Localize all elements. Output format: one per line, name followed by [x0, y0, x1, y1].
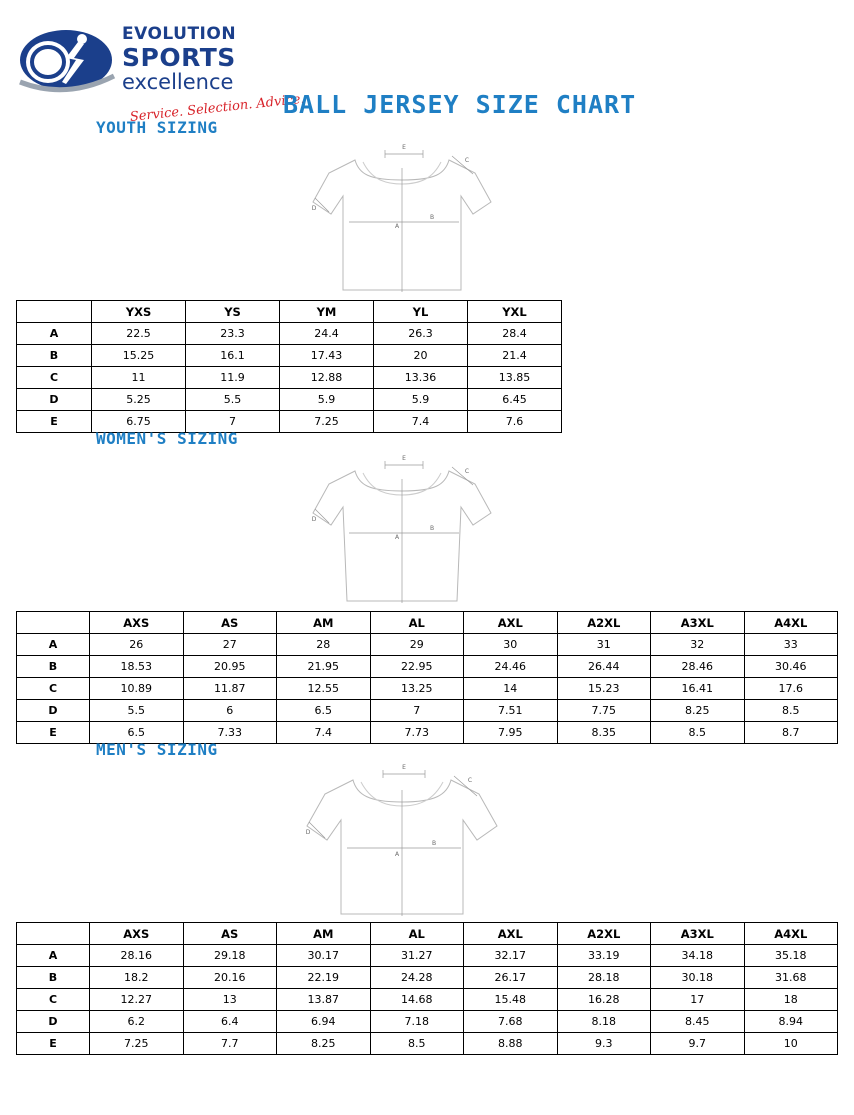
diagram-label-d: D [311, 516, 317, 523]
table-header-row [17, 923, 838, 945]
table-cell: 13 [183, 989, 277, 1011]
table-cell: 29 [370, 634, 464, 656]
brand-line-3: excellence [122, 70, 234, 94]
table-cell: 7.18 [370, 1011, 464, 1033]
table-cell: 11.87 [183, 678, 277, 700]
table-cell: 5.9 [280, 389, 374, 411]
table-cell: 31 [557, 634, 651, 656]
brand-tagline: Service. Selection. Advice. [129, 91, 306, 125]
table-row [17, 345, 562, 367]
table-cell: 15.23 [557, 678, 651, 700]
table-cell: 13.36 [374, 367, 468, 389]
table-cell: 8.5 [651, 722, 745, 744]
diagram-label-c: C [464, 157, 470, 164]
section-title-youth: YOUTH SIZING [96, 118, 218, 137]
brand-line-2: SPORTS [122, 43, 236, 72]
table-cell: 7.25 [90, 1033, 184, 1055]
table-cell: 20.95 [183, 656, 277, 678]
table-cell: 28 [277, 634, 371, 656]
section-womens [0, 429, 854, 744]
row-label: B [17, 967, 90, 989]
table-header-cell [17, 923, 90, 945]
table-cell: 5.9 [374, 389, 468, 411]
row-label: B [17, 345, 92, 367]
table-cell: 14.68 [370, 989, 464, 1011]
table-cell: 7.51 [464, 700, 558, 722]
table-cell: 7 [186, 411, 280, 433]
table-cell: 33 [744, 634, 838, 656]
row-label: D [17, 700, 90, 722]
diagram-label-c: C [467, 777, 473, 784]
table-cell: 18 [744, 989, 838, 1011]
table-cell: 21.4 [468, 345, 562, 367]
table-cell: 5.5 [186, 389, 280, 411]
brand-line-1: EVOLUTION [122, 24, 237, 44]
table-row [17, 656, 838, 678]
table-header-cell: A3XL [651, 612, 745, 634]
table-cell: 6.5 [277, 700, 371, 722]
row-label: A [17, 323, 92, 345]
table-row [17, 634, 838, 656]
table-cell: 8.35 [557, 722, 651, 744]
table-cell: 8.18 [557, 1011, 651, 1033]
table-cell: 6.45 [468, 389, 562, 411]
table-cell: 21.95 [277, 656, 371, 678]
tshirt-measurement-diagram-icon [277, 140, 577, 300]
table-cell: 30 [464, 634, 558, 656]
table-cell: 7.75 [557, 700, 651, 722]
diagram-label-e: E [402, 144, 406, 151]
table-header-cell: A3XL [651, 923, 745, 945]
table-cell: 31.27 [370, 945, 464, 967]
diagram-label-a: A [394, 534, 400, 541]
table-cell: 7.68 [464, 1011, 558, 1033]
table-cell: 8.94 [744, 1011, 838, 1033]
table-cell: 7.25 [280, 411, 374, 433]
table-cell: 5.25 [92, 389, 186, 411]
table-header-cell: AXL [464, 923, 558, 945]
table-cell: 26.3 [374, 323, 468, 345]
table-cell: 17.6 [744, 678, 838, 700]
table-header-cell: A2XL [557, 612, 651, 634]
row-label: E [17, 1033, 90, 1055]
table-cell: 26.17 [464, 967, 558, 989]
table-cell: 10 [744, 1033, 838, 1055]
table-cell: 6.5 [90, 722, 184, 744]
table-header-cell: AL [370, 923, 464, 945]
table-cell: 8.5 [370, 1033, 464, 1055]
page-title: BALL JERSEY SIZE CHART [283, 90, 637, 119]
table-cell: 30.17 [277, 945, 371, 967]
table-cell: 8.45 [651, 1011, 745, 1033]
table-cell: 13.25 [370, 678, 464, 700]
table-cell: 15.48 [464, 989, 558, 1011]
table-cell: 9.3 [557, 1033, 651, 1055]
table-cell: 31.68 [744, 967, 838, 989]
table-row [17, 678, 838, 700]
table-cell: 24.46 [464, 656, 558, 678]
table-cell: 10.89 [90, 678, 184, 700]
table-cell: 30.46 [744, 656, 838, 678]
row-label: A [17, 634, 90, 656]
table-cell: 9.7 [651, 1033, 745, 1055]
table-cell: 8.25 [651, 700, 745, 722]
table-cell: 33.19 [557, 945, 651, 967]
table-header-cell: YS [186, 301, 280, 323]
table-cell: 7.73 [370, 722, 464, 744]
table-cell: 12.55 [277, 678, 371, 700]
table-cell: 7.6 [468, 411, 562, 433]
table-header-cell: YXL [468, 301, 562, 323]
table-cell: 12.88 [280, 367, 374, 389]
diagram-label-d: D [305, 829, 311, 836]
diagram-label-d: D [311, 205, 317, 212]
table-header-cell: AXS [90, 923, 184, 945]
diagram-label-e: E [402, 764, 406, 771]
table-row [17, 700, 838, 722]
table-cell: 7.4 [277, 722, 371, 744]
table-header-cell: YM [280, 301, 374, 323]
table-header-cell: AL [370, 612, 464, 634]
table-header-cell: A4XL [744, 923, 838, 945]
row-label: C [17, 678, 90, 700]
table-cell: 22.95 [370, 656, 464, 678]
table-cell: 16.41 [651, 678, 745, 700]
row-label: B [17, 656, 90, 678]
diagram-label-a: A [394, 223, 400, 230]
row-label: E [17, 411, 92, 433]
table-cell: 7.95 [464, 722, 558, 744]
table-row [17, 389, 562, 411]
table-header-cell: YXS [92, 301, 186, 323]
row-label: E [17, 722, 90, 744]
table-cell: 6 [183, 700, 277, 722]
table-cell: 32 [651, 634, 745, 656]
table-cell: 7 [370, 700, 464, 722]
table-cell: 6.75 [92, 411, 186, 433]
table-header-row [17, 301, 562, 323]
diagram-label-c: C [464, 468, 470, 475]
table-cell: 26.44 [557, 656, 651, 678]
table-header-cell: AM [277, 923, 371, 945]
tshirt-measurement-diagram-icon [277, 451, 577, 611]
table-row [17, 1011, 838, 1033]
table-cell: 28.46 [651, 656, 745, 678]
table-header-cell: A2XL [557, 923, 651, 945]
table-header-cell: A4XL [744, 612, 838, 634]
brand-wordmark [122, 26, 236, 93]
table-header-cell: AXS [90, 612, 184, 634]
size-table-youth [16, 300, 562, 433]
table-cell: 24.28 [370, 967, 464, 989]
table-row [17, 967, 838, 989]
table-row [17, 1033, 838, 1055]
table-cell: 28.18 [557, 967, 651, 989]
diagram-label-a: A [394, 851, 400, 858]
table-cell: 17.43 [280, 345, 374, 367]
table-header-cell: AS [183, 923, 277, 945]
table-cell: 28.4 [468, 323, 562, 345]
table-cell: 13.87 [277, 989, 371, 1011]
table-cell: 27 [183, 634, 277, 656]
table-cell: 8.88 [464, 1033, 558, 1055]
size-table-womens [16, 611, 838, 744]
row-label: D [17, 1011, 90, 1033]
table-cell: 8.5 [744, 700, 838, 722]
table-header-cell: AM [277, 612, 371, 634]
table-cell: 18.2 [90, 967, 184, 989]
table-cell: 6.94 [277, 1011, 371, 1033]
row-label: A [17, 945, 90, 967]
section-title-mens: MEN'S SIZING [96, 740, 218, 759]
table-cell: 20 [374, 345, 468, 367]
row-label: C [17, 367, 92, 389]
table-cell: 22.5 [92, 323, 186, 345]
diagram-label-b: B [431, 840, 437, 847]
table-cell: 15.25 [92, 345, 186, 367]
table-header-cell: AS [183, 612, 277, 634]
table-row [17, 323, 562, 345]
tshirt-diagram-youth [0, 140, 854, 300]
table-row [17, 989, 838, 1011]
table-cell: 6.2 [90, 1011, 184, 1033]
table-cell: 13.85 [468, 367, 562, 389]
table-cell: 5.5 [90, 700, 184, 722]
diagram-label-e: E [402, 455, 406, 462]
table-header-cell [17, 301, 92, 323]
section-youth [0, 118, 854, 433]
table-row [17, 367, 562, 389]
table-header-row [17, 612, 838, 634]
tshirt-diagram-womens [0, 451, 854, 611]
table-cell: 8.25 [277, 1033, 371, 1055]
table-cell: 16.28 [557, 989, 651, 1011]
row-label: D [17, 389, 92, 411]
table-cell: 17 [651, 989, 745, 1011]
table-cell: 7.4 [374, 411, 468, 433]
row-label: C [17, 989, 90, 1011]
table-cell: 30.18 [651, 967, 745, 989]
table-cell: 35.18 [744, 945, 838, 967]
running-person-logo-icon [18, 26, 118, 98]
table-cell: 23.3 [186, 323, 280, 345]
table-cell: 7.7 [183, 1033, 277, 1055]
tshirt-measurement-diagram-icon [277, 762, 577, 922]
table-cell: 18.53 [90, 656, 184, 678]
table-cell: 26 [90, 634, 184, 656]
table-cell: 12.27 [90, 989, 184, 1011]
table-cell: 7.33 [183, 722, 277, 744]
table-cell: 14 [464, 678, 558, 700]
diagram-label-b: B [429, 525, 435, 532]
table-header-cell: YL [374, 301, 468, 323]
table-row [17, 945, 838, 967]
section-mens [0, 740, 854, 1055]
table-cell: 28.16 [90, 945, 184, 967]
table-cell: 16.1 [186, 345, 280, 367]
table-cell: 29.18 [183, 945, 277, 967]
section-title-womens: WOMEN'S SIZING [96, 429, 238, 448]
table-cell: 34.18 [651, 945, 745, 967]
table-header-cell [17, 612, 90, 634]
table-cell: 24.4 [280, 323, 374, 345]
table-cell: 22.19 [277, 967, 371, 989]
brand-logo [18, 20, 306, 130]
table-cell: 32.17 [464, 945, 558, 967]
size-table-mens [16, 922, 838, 1055]
tshirt-diagram-mens [0, 762, 854, 922]
table-cell: 11 [92, 367, 186, 389]
table-cell: 11.9 [186, 367, 280, 389]
table-cell: 8.7 [744, 722, 838, 744]
table-cell: 6.4 [183, 1011, 277, 1033]
diagram-label-b: B [429, 214, 435, 221]
table-cell: 20.16 [183, 967, 277, 989]
table-header-cell: AXL [464, 612, 558, 634]
